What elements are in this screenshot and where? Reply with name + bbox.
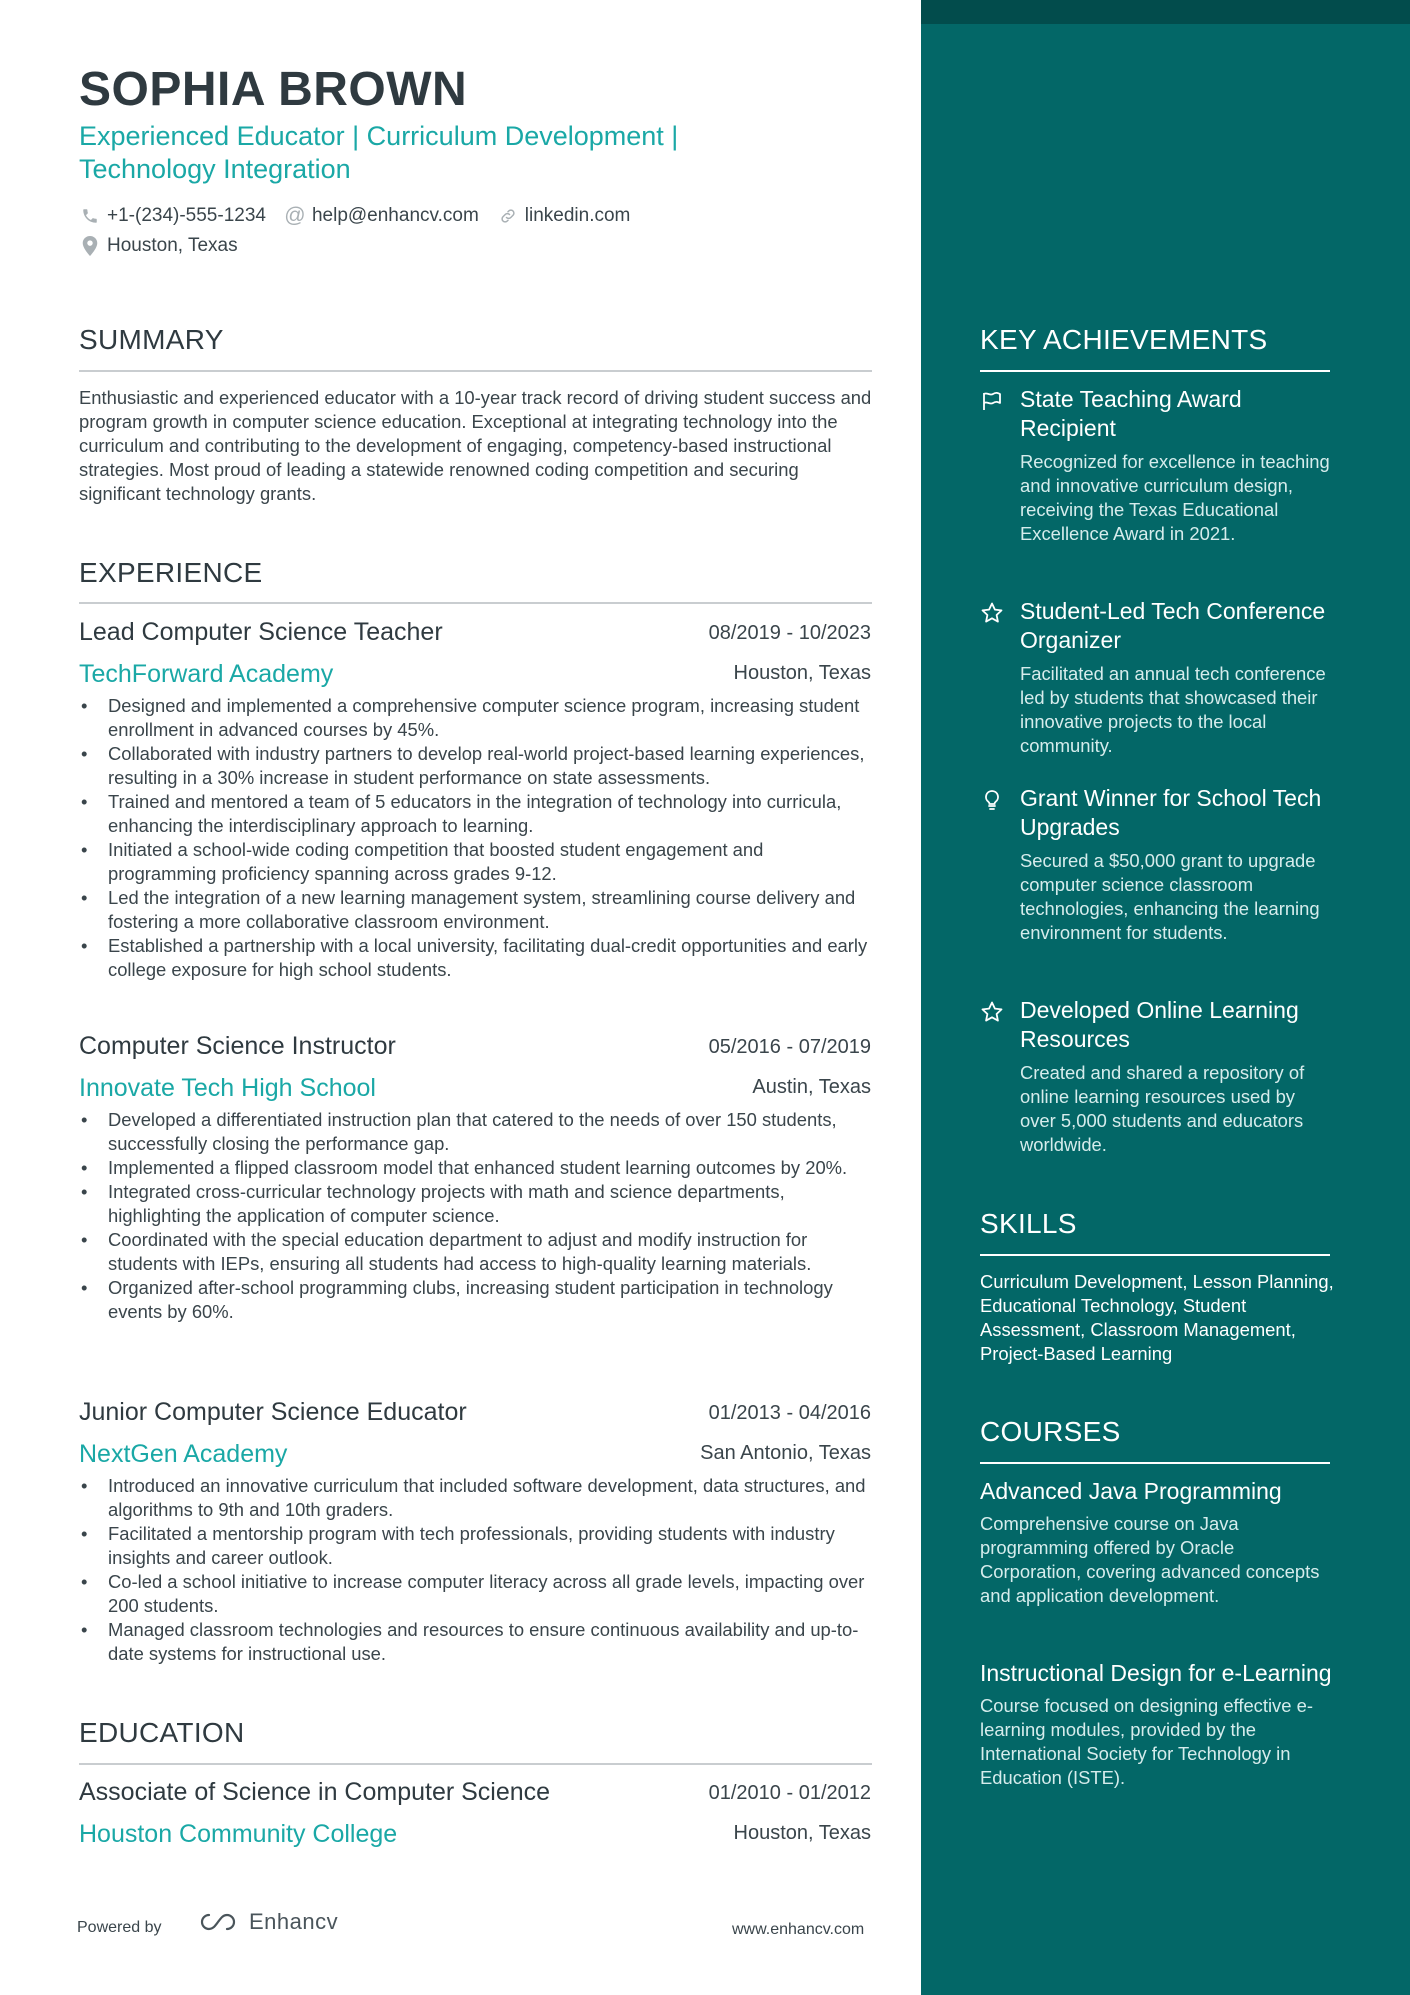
list-item: • Coordinated with the special education department to adjust and modify instruction for students with IEPs, ensuring all students had access to high-quality learning materials. — [79, 1228, 874, 1276]
phone-icon — [79, 205, 101, 227]
skills-heading: SKILLS — [980, 1208, 1077, 1239]
location-item — [79, 235, 238, 257]
summary-text: Enthusiastic and experienced educator with a 10-year track record of driving student success and program growth in computer science education. Exceptional at integrating technology into the curriculum and contributing to the development of engaging, competency-based instructional strategies. Most proud of leading a statewide renowned coding competition and securing significant technology grants. — [79, 387, 872, 504]
course-desc: Course focused on designing effective e-learning modules, provided by the International Society for Technology in Education (ISTE). — [980, 1695, 1313, 1788]
list-item: • Implemented a flipped classroom model that enhanced student learning outcomes by 20%. — [79, 1156, 874, 1180]
contact-row — [79, 205, 648, 227]
school-location: Houston, Texas — [733, 1822, 871, 1844]
degree-title: Associate of Science in Computer Science — [79, 1778, 551, 1806]
list-item: • Trained and mentored a team of 5 educators in the integration of technology into curricula, enhancing the interdisciplinary approach to learning. — [79, 790, 874, 838]
job-location: Houston, Texas — [733, 662, 871, 684]
email-link[interactable]: help@enhancv.com — [311, 205, 479, 226]
list-item: • Designed and implemented a comprehensive computer science program, increasing student enrollment in advanced courses by 45%. — [79, 694, 874, 742]
sidebar-top-bar — [921, 0, 1410, 24]
company-name: NextGen Academy — [79, 1440, 288, 1468]
list-item: • Managed classroom technologies and resources to ensure continuous availability and up-to-date systems for instructional use. — [79, 1618, 874, 1666]
star-icon — [980, 1000, 1004, 1024]
job-title: Junior Computer Science Educator — [79, 1398, 467, 1426]
course-item — [980, 1659, 1335, 1790]
achievement-desc: Recognized for excellence in teaching and innovative curriculum design, receiving the Texas Educational Excellence Award in 2021. — [1020, 451, 1330, 544]
footer-url[interactable]: www.enhancv.com — [732, 1921, 865, 1938]
job-dates: 01/2013 - 04/2016 — [708, 1402, 871, 1424]
list-item: • Collaborated with industry partners to develop real-world project-based learning experiences, resulting in a 30% increase in student performance on state assessments. — [79, 742, 874, 790]
list-item: • Facilitated a mentorship program with tech professionals, providing students with industry insights and career outlook. — [79, 1522, 874, 1570]
achievement-title: Student-Led Tech Conference Organizer — [1020, 598, 1326, 653]
location-pin-icon — [79, 235, 101, 257]
courses-divider — [980, 1462, 1330, 1464]
achievement-title: State Teaching Award Recipient — [1020, 386, 1242, 441]
achievement-desc: Facilitated an annual tech conference led by students that showcased their innovative projects to the local community. — [1020, 663, 1326, 756]
at-icon: @ — [284, 204, 306, 227]
contact-location — [79, 235, 256, 257]
skills-divider — [980, 1254, 1330, 1256]
job-bullets — [79, 1474, 874, 1666]
achievement-item — [980, 784, 1335, 945]
contact-linkedin — [497, 205, 631, 227]
achievement-item — [980, 996, 1335, 1157]
candidate-headline: Experienced Educator | Curriculum Development | Technology Integration — [79, 121, 679, 184]
achievement-title: Developed Online Learning Resources — [1020, 997, 1299, 1052]
job-bullets — [79, 694, 874, 982]
job-title: Computer Science Instructor — [79, 1032, 396, 1060]
linkedin-link[interactable]: linkedin.com — [524, 205, 631, 226]
list-item: • Organized after-school programming clubs, increasing student participation in technology events by 60%. — [79, 1276, 874, 1324]
job-location: Austin, Texas — [752, 1076, 871, 1098]
courses-heading: COURSES — [980, 1416, 1121, 1447]
candidate-name: SOPHIA BROWN — [79, 63, 468, 116]
skills-text: Curriculum Development, Lesson Planning, Educational Technology, Student Assessment, Classroom Management, Project-Based Learning — [980, 1271, 1334, 1364]
list-item: • Led the integration of a new learning management system, streamlining course delivery and fostering a more collaborative classroom environment. — [79, 886, 874, 934]
course-item — [980, 1477, 1335, 1608]
location-text: Houston, Texas — [107, 235, 238, 256]
lightbulb-icon — [980, 788, 1004, 812]
course-title: Advanced Java Programming — [980, 1478, 1282, 1504]
experience-divider — [79, 602, 872, 604]
education-dates: 01/2010 - 01/2012 — [708, 1782, 871, 1804]
achievement-item — [980, 385, 1335, 546]
star-icon — [980, 601, 1004, 625]
powered-by-label: Powered by — [77, 1919, 162, 1936]
job-title: Lead Computer Science Teacher — [79, 618, 443, 646]
contact-email — [284, 205, 479, 227]
summary-heading: SUMMARY — [79, 324, 224, 355]
course-desc: Comprehensive course on Java programming offered by Oracle Corporation, covering advanced concepts and application development. — [980, 1513, 1320, 1606]
list-item: • Integrated cross-curricular technology projects with math and science departments, highlighting the application of computer science. — [79, 1180, 874, 1228]
course-title: Instructional Design for e-Learning — [980, 1660, 1332, 1686]
contact-phone — [79, 205, 266, 227]
education-divider — [79, 1763, 872, 1765]
achievements-heading: KEY ACHIEVEMENTS — [980, 324, 1268, 355]
achievement-desc: Created and shared a repository of online learning resources used by over 5,000 students and educators worldwide. — [1020, 1062, 1305, 1155]
company-name: TechForward Academy — [79, 660, 334, 688]
list-item: • Co-led a school initiative to increase computer literacy across all grade levels, impacting over 200 students. — [79, 1570, 874, 1618]
phone-text[interactable]: +1-(234)-555-1234 — [107, 205, 266, 226]
enhancv-brand: Enhancv — [249, 1909, 339, 1934]
achievement-title: Grant Winner for School Tech Upgrades — [1020, 785, 1322, 840]
enhancv-logo[interactable] — [195, 1909, 338, 1935]
link-icon — [497, 205, 519, 227]
job-bullets — [79, 1108, 874, 1324]
school-name: Houston Community College — [79, 1820, 398, 1848]
list-item: • Introduced an innovative curriculum that included software development, data structures, and algorithms to 9th and 10th graders. — [79, 1474, 874, 1522]
enhancv-logo-icon — [195, 1910, 241, 1934]
summary-divider — [79, 370, 872, 372]
list-item: • Initiated a school-wide coding competition that boosted student engagement and programming proficiency spanning across grades 9-12. — [79, 838, 874, 886]
list-item: • Developed a differentiated instruction plan that catered to the needs of over 150 students, successfully closing the performance gap. — [79, 1108, 874, 1156]
experience-heading: EXPERIENCE — [79, 557, 263, 588]
achievements-divider — [980, 370, 1330, 372]
company-name: Innovate Tech High School — [79, 1074, 376, 1102]
education-heading: EDUCATION — [79, 1717, 245, 1748]
job-location: San Antonio, Texas — [700, 1442, 871, 1464]
job-dates: 08/2019 - 10/2023 — [708, 622, 871, 644]
list-item: • Established a partnership with a local university, facilitating dual-credit opportunities and early college exposure for high school students. — [79, 934, 874, 982]
achievement-desc: Secured a $50,000 grant to upgrade computer science classroom technologies, enhancing the learning environment for students. — [1020, 850, 1320, 943]
job-dates: 05/2016 - 07/2019 — [708, 1036, 871, 1058]
achievement-item — [980, 597, 1335, 758]
flag-icon — [980, 389, 1004, 413]
